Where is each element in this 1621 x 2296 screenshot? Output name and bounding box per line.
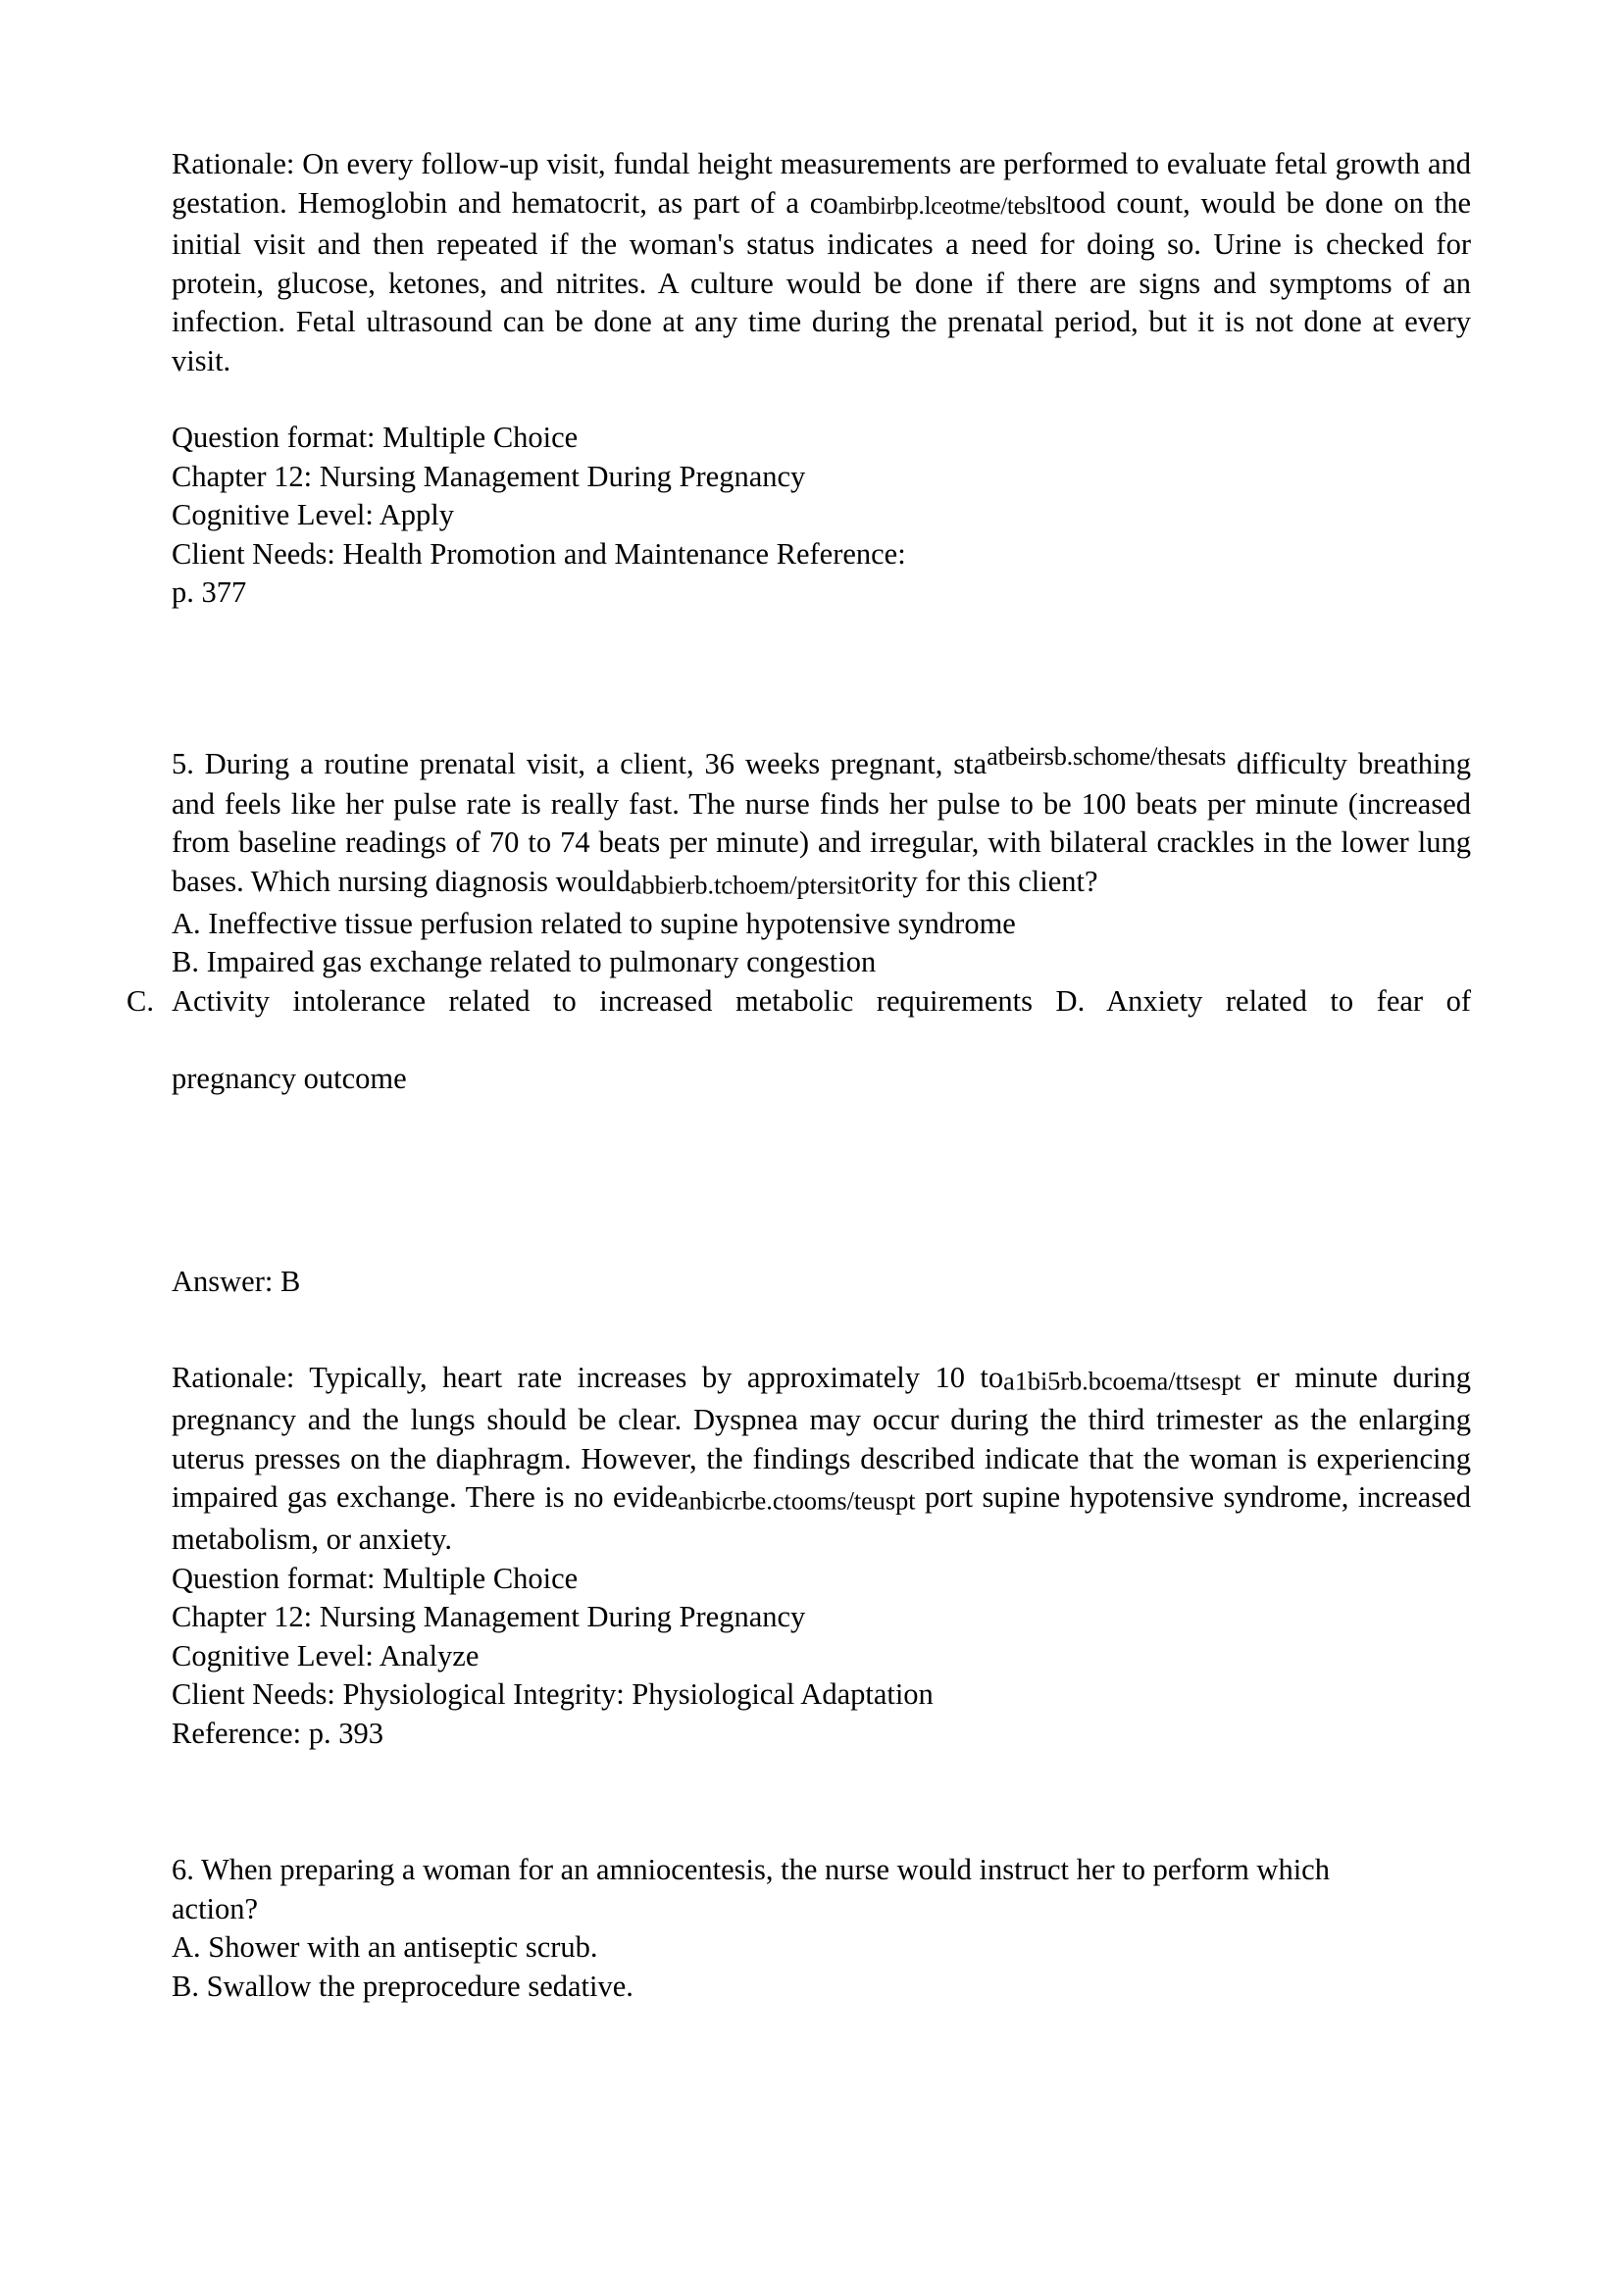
meta-q5-chapter: Chapter 12: Nursing Management During Pregnancy — [172, 1600, 806, 1634]
question5-stem-line5: client? — [1018, 864, 1098, 898]
spacer — [172, 1302, 1471, 1359]
question5-stem-line1-post: difficulty — [1226, 746, 1347, 780]
rationale-q5-line2: pregnancy and the lungs should be clear. Dyspnea may occur during the third trimester as the — [172, 1403, 1347, 1437]
question5-stem — [172, 738, 1471, 905]
answer-q5: Answer: B — [172, 1265, 301, 1299]
meta-q5-block — [172, 1560, 1471, 1754]
question6-choice-a[interactable]: A. Shower with an antiseptic scrub. — [172, 1930, 598, 1965]
spacer — [172, 380, 1471, 419]
rationale-q4-line6: period, but it is not done at every visit. — [172, 305, 1471, 377]
scrambled-text-artifact-3: abbierb.tchoem/ptersit — [630, 871, 862, 900]
question5-stem-line4-post: ority for this — [861, 864, 1011, 898]
question5-stem-line1-pre: 5. During a routine prenatal visit, a client, 36 weeks pregnant, sta — [172, 746, 988, 780]
question5-choice-c-body — [172, 982, 1471, 1099]
meta-q5-reference: Reference: p. 393 — [172, 1716, 383, 1750]
meta-q5-cognitive-level: Cognitive Level: Analyze — [172, 1638, 480, 1672]
rationale-q5-line1-post: er minute during — [1241, 1360, 1471, 1394]
rationale-q4-line1: Rationale: On every follow-up visit, fundal height measurements are performed to evaluate fetal — [172, 147, 1328, 180]
rationale-q5-line4-post: port supine — [915, 1480, 1061, 1515]
meta-q4-chapter: Chapter 12: Nursing Management During Pregnancy — [172, 459, 806, 493]
rationale-q4-line2-pre: growth and gestation. Hemoglobin and hematocrit, as part of a co — [172, 147, 1472, 220]
meta-q4-question-format: Question format: Multiple Choice — [172, 421, 579, 454]
meta-q5-question-format: Question format: Multiple Choice — [172, 1561, 579, 1595]
rationale-q5-line4-pre: is experiencing impaired gas exchange. There is no evide — [172, 1441, 1471, 1515]
page-content — [127, 145, 1472, 2006]
rationale-q4-line5: signs and symptoms of an infection. Fetal ultrasound can be done at any time during the prenatal — [172, 266, 1472, 338]
rationale-q4-paragraph — [172, 145, 1471, 380]
question5-choice-c-line1: Activity intolerance related to increased metabolic requirements D. Anxiety related to fear of — [172, 983, 1471, 1018]
question5-choice-c-line2: pregnancy outcome — [172, 1061, 407, 1095]
meta-q4-client-needs: Client Needs: Health Promotion and Maintenance Reference: — [172, 536, 906, 571]
question5-choice-b[interactable]: B. Impaired gas exchange related to pulmonary congestion — [172, 945, 877, 979]
meta-q4-block — [172, 419, 1471, 613]
scrambled-text-artifact-5: anbicrbe.ctooms/teuspt — [678, 1486, 916, 1516]
question5-choice-list — [127, 905, 1471, 1099]
rationale-q4-line3: would be done on the initial visit and then repeated if the woman's status indicates a need for doing — [172, 185, 1471, 261]
question5-choice-c-marker: C. — [127, 983, 154, 1018]
question6-block — [172, 1851, 1471, 2006]
rationale-q5-line1-pre: Rationale: Typically, heart rate increases by approximately 10 to — [172, 1360, 1004, 1394]
meta-q5-client-needs: Client Needs: Physiological Integrity: Physiological Adaptation — [172, 1677, 934, 1712]
question5-stem-line3: minute (increased from baseline readings of 70 to 74 beats per minute) and irregular, with bilateral — [172, 786, 1472, 860]
question5-choice-a[interactable]: A. Ineffective tissue perfusion related to supine hypotensive syndrome — [172, 906, 1016, 940]
question6-choice-b[interactable]: B. Swallow the preprocedure sedative. — [172, 1969, 633, 2003]
question5-stem-line2: breathing and feels like her pulse rate is really fast. The nurse finds her pulse to be 100 beats per — [172, 746, 1472, 821]
scrambled-text-artifact-1: ambirbp.lceotme/tebsl — [837, 192, 1053, 220]
meta-q4-cognitive-level: Cognitive Level: Apply — [172, 498, 455, 531]
question5-stem-line4-pre: crackles in the lower lung bases. Which nursing diagnosis would — [172, 825, 1471, 898]
question6-stem-line1: 6. When preparing a woman for an amniocentesis, the nurse would instruct her to perform which — [172, 1853, 1330, 1887]
rationale-q5-line3: enlarging uterus presses on the diaphragm. However, the findings described indicate that the woman — [172, 1403, 1472, 1475]
spacer — [172, 613, 1471, 738]
scrambled-text-artifact-4: a1bi5rb.bcoema/ttsespt — [1003, 1367, 1241, 1396]
question5-choice-c[interactable] — [127, 982, 1471, 1099]
rationale-q5-line5: hypotensive syndrome, increased metabolism, or anxiety. — [172, 1480, 1471, 1557]
spacer — [172, 1753, 1471, 1851]
rationale-q5-paragraph — [172, 1359, 1471, 1560]
spacer — [172, 1098, 1471, 1263]
rationale-q4-line4: so. Urine is checked for protein, glucose, ketones, and nitrites. A culture would be done if there are — [172, 227, 1471, 300]
meta-q4-reference-page: p. 377 — [172, 575, 247, 609]
rationale-q4-line2-post: tood count, — [1052, 185, 1190, 220]
scrambled-text-artifact-2: atbeirsb.schome/thesats — [987, 742, 1227, 772]
question6-stem-line2: action? — [172, 1891, 259, 1925]
